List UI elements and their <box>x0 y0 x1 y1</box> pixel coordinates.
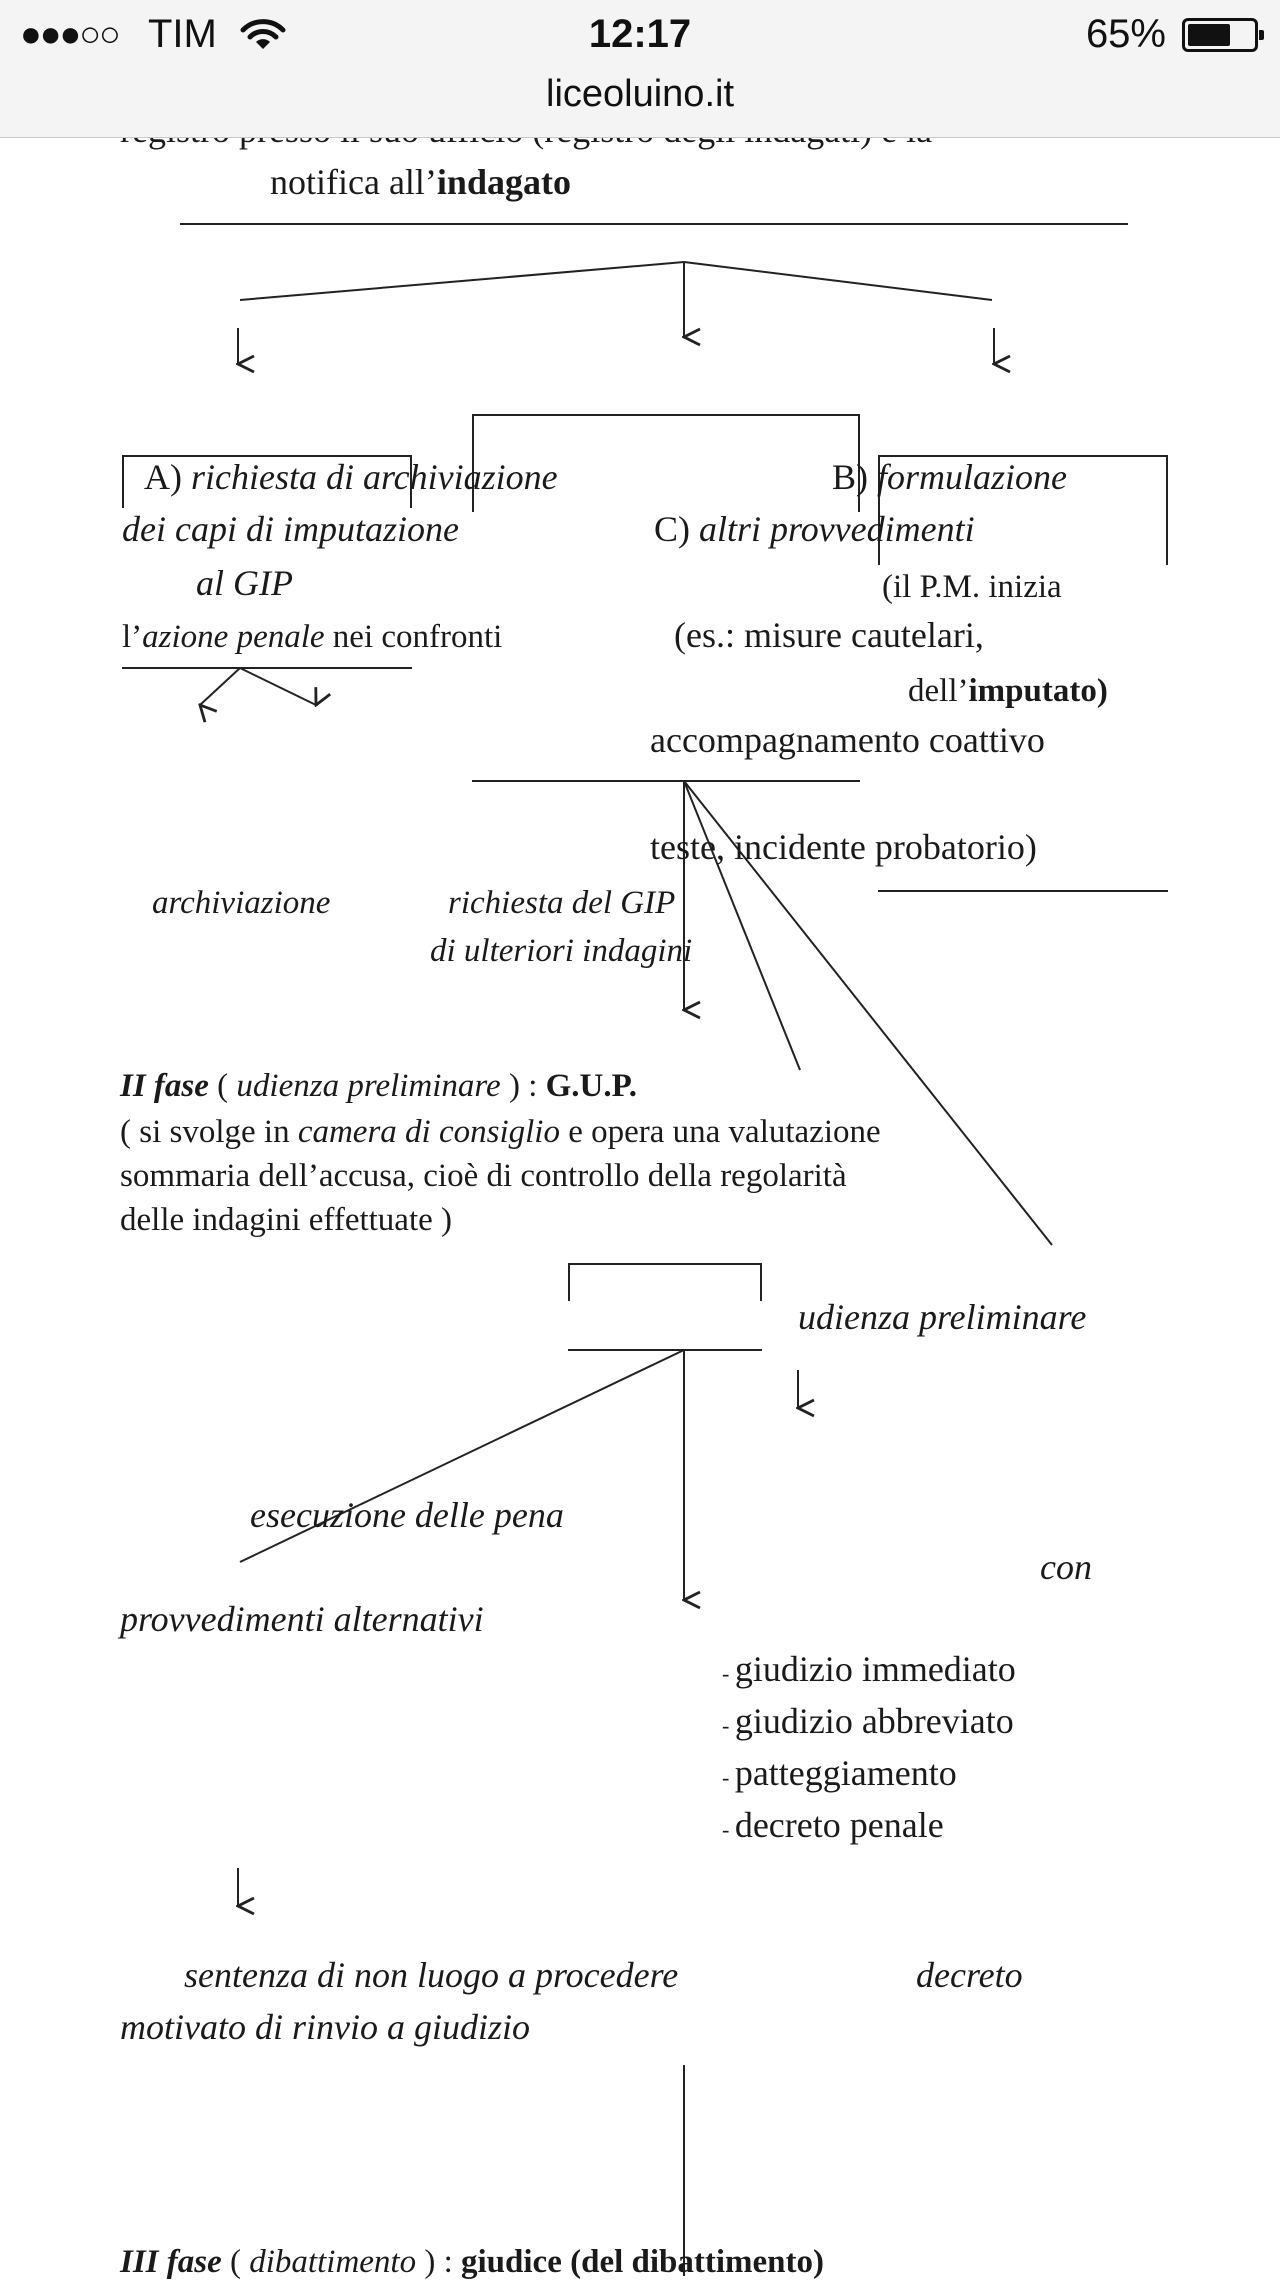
signal-strength-icon: ●●●○○ <box>20 13 119 54</box>
al-gip: al GIP <box>196 563 293 603</box>
option-a: A) richiesta di archiviazione <box>144 457 558 497</box>
carrier-name: TIM <box>148 12 217 56</box>
fase3-heading: III fase ( dibattimento ) : giudice (del dibattimento) <box>120 2244 824 2280</box>
arrow-archiviazione <box>200 668 240 705</box>
archiviazione-label: archiviazione <box>152 885 331 921</box>
accompagnamento: accompagnamento coattivo <box>650 720 1045 760</box>
esecuzione-label: esecuzione delle pena <box>250 1495 564 1535</box>
motivato-label: motivato di rinvio a giudizio <box>120 2007 530 2047</box>
list-item: - giudizio abbreviato <box>722 1701 1014 1741</box>
ulteriori-indagini: di ulteriori indagini <box>430 933 693 969</box>
con-label: con <box>1040 1547 1092 1587</box>
list-item: - patteggiamento <box>722 1753 957 1793</box>
fan-right <box>684 262 992 300</box>
clock: 12:17 <box>588 12 692 56</box>
url-bar[interactable]: liceoluino.it <box>546 73 734 115</box>
capi-imputazione: dei capi di imputazione <box>122 509 459 549</box>
decreto-label: decreto <box>916 1955 1023 1995</box>
option-b: B) formulazione <box>832 457 1068 497</box>
indagini-effettuate: delle indagini effettuate ) <box>120 1202 452 1238</box>
es-misure: (es.: misure cautelari, <box>674 615 984 655</box>
fan-left <box>240 262 684 300</box>
richiesta-gip-label: richiesta del GIP <box>448 885 676 921</box>
si-svolge: ( si svolge in camera di consiglio e opera una valutazione <box>120 1114 881 1150</box>
azione-penale-line: l’azione penale nei confronti <box>122 619 503 655</box>
battery-level <box>1188 24 1230 46</box>
list-item: - decreto penale <box>722 1805 944 1845</box>
teste-incidente: teste, incidente probatorio) <box>650 827 1037 867</box>
udienza-preliminare-label: udienza preliminare <box>798 1297 1087 1337</box>
fase2-heading: II fase ( udienza preliminare ) : G.U.P. <box>120 1068 638 1104</box>
status-bar <box>0 0 1280 138</box>
sommaria: sommaria dell’accusa, cioè di controllo della regolarità <box>120 1158 847 1194</box>
battery-icon <box>1182 18 1258 52</box>
list-item: - giudizio immediato <box>722 1649 1016 1689</box>
dell-imputato: dell’imputato) <box>908 673 1108 709</box>
pm-inizia: (il P.M. inizia <box>882 569 1062 605</box>
notifica-line: notifica all’indagato <box>270 162 571 202</box>
option-c: C) altri provvedimenti <box>654 509 975 549</box>
provvedimenti-label: provvedimenti alternativi <box>120 1599 484 1639</box>
battery-percent: 65% <box>1085 12 1166 56</box>
arrow-richiesta-gip <box>240 668 316 705</box>
sentenza-label: sentenza di non luogo a procedere <box>184 1955 679 1995</box>
